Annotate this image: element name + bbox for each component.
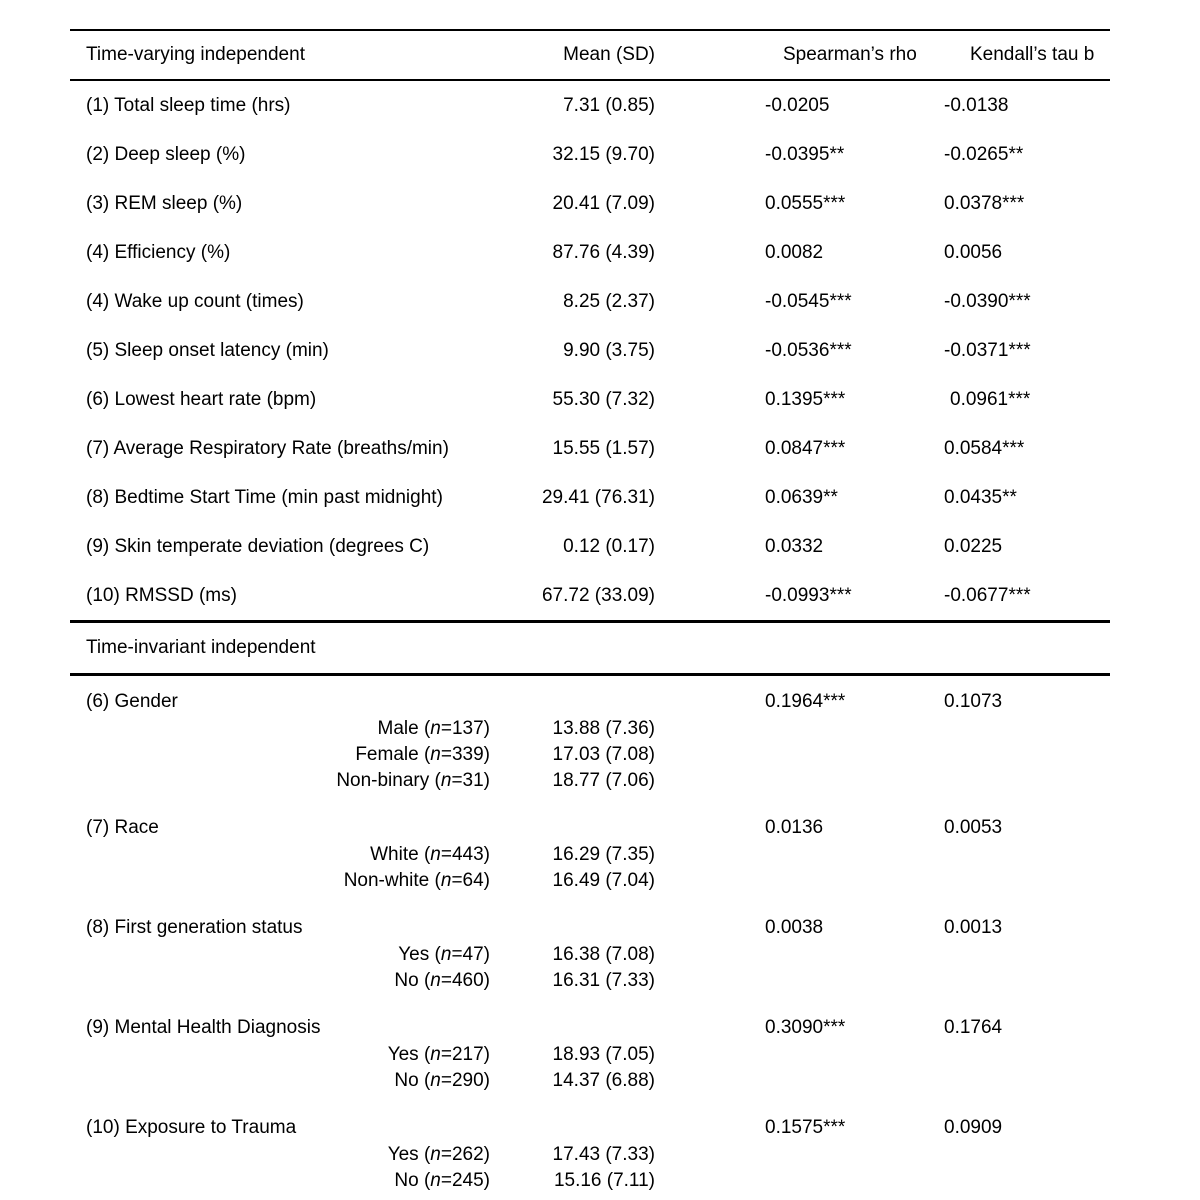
subgroup-row-no — [70, 1168, 1110, 1194]
spearman-rho-value: 0.0332 — [765, 535, 824, 557]
spearman-rho-value: 0.0038 — [765, 917, 824, 938]
variable-label: (4) Efficiency (%) — [86, 241, 231, 263]
table-row-rmssd — [70, 571, 1110, 620]
spearman-rho-value: -0.0993*** — [765, 584, 852, 606]
variable-label: (9) Skin temperate deviation (degrees C) — [86, 535, 430, 557]
italic-n: n — [430, 1144, 441, 1165]
variable-label: (4) Wake up count (times) — [86, 290, 304, 312]
subgroup-row-no — [70, 968, 1110, 994]
subgroup-label: No (n=460) — [394, 970, 490, 991]
table-row-total-sleep-time — [70, 81, 1110, 130]
column-header-spearman-rho: Spearman’s rho — [783, 44, 917, 65]
table-row-wake-up-count — [70, 277, 1110, 326]
variable-label: (8) First generation status — [86, 917, 303, 938]
spearman-rho-value: 0.1395*** — [765, 388, 846, 410]
subgroup-label: Female (n=339) — [355, 744, 490, 765]
italic-n: n — [430, 744, 441, 765]
subgroup-label: No (n=245) — [394, 1170, 490, 1191]
kendall-tau-value: 0.0013 — [944, 917, 1003, 938]
kendall-tau-value: 0.0584*** — [944, 437, 1025, 459]
mean-sd-value: 16.49 (7.04) — [552, 870, 655, 891]
spearman-rho-value: 0.0847*** — [765, 437, 846, 459]
table-row-deep-sleep — [70, 130, 1110, 179]
table-row-rem-sleep — [70, 179, 1110, 228]
subgroup-row-white — [70, 842, 1110, 868]
table-row-avg-respiratory-rate — [70, 424, 1110, 473]
mean-sd-value: 87.76 (4.39) — [552, 241, 655, 263]
subgroup-label: Yes (n=47) — [398, 944, 490, 965]
subgroup-row-yes — [70, 1142, 1110, 1168]
mean-sd-value: 15.16 (7.11) — [553, 1170, 655, 1191]
mean-sd-value: 29.41 (76.31) — [541, 486, 655, 508]
table-row-efficiency — [70, 228, 1110, 277]
variable-label: (9) Mental Health Diagnosis — [86, 1017, 321, 1038]
kendall-tau-value: -0.0265** — [944, 143, 1024, 165]
italic-n: n — [440, 944, 452, 965]
subgroup-label: Non-binary (n=31) — [336, 770, 490, 791]
italic-n: n — [430, 1070, 441, 1091]
mean-sd-value: 14.37 (6.88) — [552, 1070, 655, 1091]
mean-sd-value: 20.41 (7.09) — [552, 192, 655, 214]
variable-label: (7) Race — [86, 817, 159, 838]
subgroup-label: No (n=290) — [394, 1070, 490, 1091]
italic-n: n — [430, 844, 441, 865]
italic-n: n — [430, 718, 441, 739]
kendall-tau-value: 0.0435** — [944, 486, 1017, 508]
spearman-rho-value: 0.0082 — [765, 241, 824, 263]
italic-n: n — [440, 770, 452, 791]
kendall-tau-value: 0.1073 — [944, 691, 1003, 712]
section-header-row — [70, 623, 1110, 673]
variable-group-gender — [70, 688, 1110, 794]
mean-sd-value: 16.38 (7.08) — [552, 944, 655, 965]
italic-n: n — [430, 1170, 441, 1191]
italic-n: n — [430, 970, 441, 991]
subgroup-label: Non-white (n=64) — [343, 870, 490, 891]
variable-label: (10) Exposure to Trauma — [86, 1117, 297, 1138]
table-row-gender — [70, 688, 1110, 716]
column-header-kendall-tau: Kendall’s tau b — [970, 44, 1095, 65]
mean-sd-value: 16.29 (7.35) — [552, 844, 655, 865]
variable-label: (1) Total sleep time (hrs) — [86, 94, 291, 116]
table-row-first-generation — [70, 914, 1110, 942]
mean-sd-value: 13.88 (7.36) — [552, 718, 655, 739]
variable-label: (10) RMSSD (ms) — [86, 584, 237, 606]
variable-group-first-generation — [70, 914, 1110, 994]
variable-label: (8) Bedtime Start Time (min past midnight) — [86, 486, 443, 508]
variable-label: (5) Sleep onset latency (min) — [86, 339, 329, 361]
variable-group-race — [70, 814, 1110, 894]
kendall-tau-value: -0.0390*** — [944, 290, 1031, 312]
italic-n: n — [440, 870, 452, 891]
mean-sd-value: 18.77 (7.06) — [552, 770, 655, 791]
kendall-tau-value: 0.0053 — [944, 817, 1003, 838]
table-row-bedtime-start-time — [70, 473, 1110, 522]
spearman-rho-value: -0.0545*** — [765, 290, 852, 312]
spearman-rho-value: 0.3090*** — [765, 1017, 846, 1038]
column-header-time-varying: Time-varying independent — [86, 44, 305, 65]
italic-n: n — [430, 1044, 441, 1065]
statistics-table — [70, 29, 1110, 1194]
kendall-tau-value: -0.0138 — [944, 94, 1009, 116]
mean-sd-value: 7.31 (0.85) — [563, 94, 655, 116]
variable-group-exposure-to-trauma — [70, 1114, 1110, 1194]
subgroup-row-male — [70, 716, 1110, 742]
subgroup-label: Male (n=137) — [377, 718, 490, 739]
kendall-tau-value: -0.0371*** — [944, 339, 1031, 361]
table-row-mental-health — [70, 1014, 1110, 1042]
spearman-rho-value: 0.1575*** — [765, 1117, 846, 1138]
table-row-race — [70, 814, 1110, 842]
kendall-tau-value: 0.0961*** — [950, 388, 1031, 410]
column-header-mean-sd: Mean (SD) — [563, 44, 655, 65]
subgroup-label: Yes (n=262) — [387, 1144, 490, 1165]
subgroup-row-non-white — [70, 868, 1110, 894]
kendall-tau-value: 0.0909 — [944, 1117, 1003, 1138]
variable-label: (7) Average Respiratory Rate (breaths/min) — [86, 437, 449, 459]
table-row-exposure-to-trauma — [70, 1114, 1110, 1142]
spearman-rho-value: 0.0555*** — [765, 192, 846, 214]
table-header-row — [70, 31, 1110, 79]
subgroup-row-non-binary — [70, 768, 1110, 794]
table-row-lowest-heart-rate — [70, 375, 1110, 424]
subgroup-label: White (n=443) — [370, 844, 490, 865]
subgroup-row-yes — [70, 1042, 1110, 1068]
spearman-rho-value: 0.1964*** — [765, 691, 846, 712]
kendall-tau-value: 0.0378*** — [944, 192, 1025, 214]
kendall-tau-value: 0.0225 — [944, 535, 1003, 557]
spearman-rho-value: 0.0639** — [765, 486, 838, 508]
mean-sd-value: 67.72 (33.09) — [541, 584, 655, 606]
subgroup-row-no — [70, 1068, 1110, 1094]
variable-label: (2) Deep sleep (%) — [86, 143, 246, 165]
subgroup-label: Yes (n=217) — [387, 1044, 490, 1065]
kendall-tau-value: -0.0677*** — [944, 584, 1031, 606]
variable-label: (6) Lowest heart rate (bpm) — [86, 388, 317, 410]
variable-group-mental-health — [70, 1014, 1110, 1094]
subgroup-row-female — [70, 742, 1110, 768]
mean-sd-value: 0.12 (0.17) — [563, 535, 655, 557]
mean-sd-value: 8.25 (2.37) — [563, 290, 655, 312]
section-title: Time-invariant independent — [86, 637, 316, 658]
variable-label: (3) REM sleep (%) — [86, 192, 243, 214]
spearman-rho-value: -0.0395** — [765, 143, 845, 165]
mean-sd-value: 16.31 (7.33) — [552, 970, 655, 991]
spearman-rho-value: 0.0136 — [765, 817, 824, 838]
mean-sd-value: 55.30 (7.32) — [552, 388, 655, 410]
subgroup-row-yes — [70, 942, 1110, 968]
table-row-skin-temperate-deviation — [70, 522, 1110, 571]
mean-sd-value: 32.15 (9.70) — [552, 143, 655, 165]
time-invariant-section — [70, 676, 1110, 1194]
spearman-rho-value: -0.0205 — [765, 94, 830, 116]
mean-sd-value: 17.43 (7.33) — [552, 1144, 655, 1165]
table-row-sleep-onset-latency — [70, 326, 1110, 375]
kendall-tau-value: 0.1764 — [944, 1017, 1003, 1038]
mean-sd-value: 18.93 (7.05) — [552, 1044, 655, 1065]
mean-sd-value: 15.55 (1.57) — [552, 437, 655, 459]
variable-label: (6) Gender — [86, 691, 178, 712]
mean-sd-value: 17.03 (7.08) — [552, 744, 655, 765]
spearman-rho-value: -0.0536*** — [765, 339, 852, 361]
mean-sd-value: 9.90 (3.75) — [563, 339, 655, 361]
kendall-tau-value: 0.0056 — [944, 241, 1003, 263]
